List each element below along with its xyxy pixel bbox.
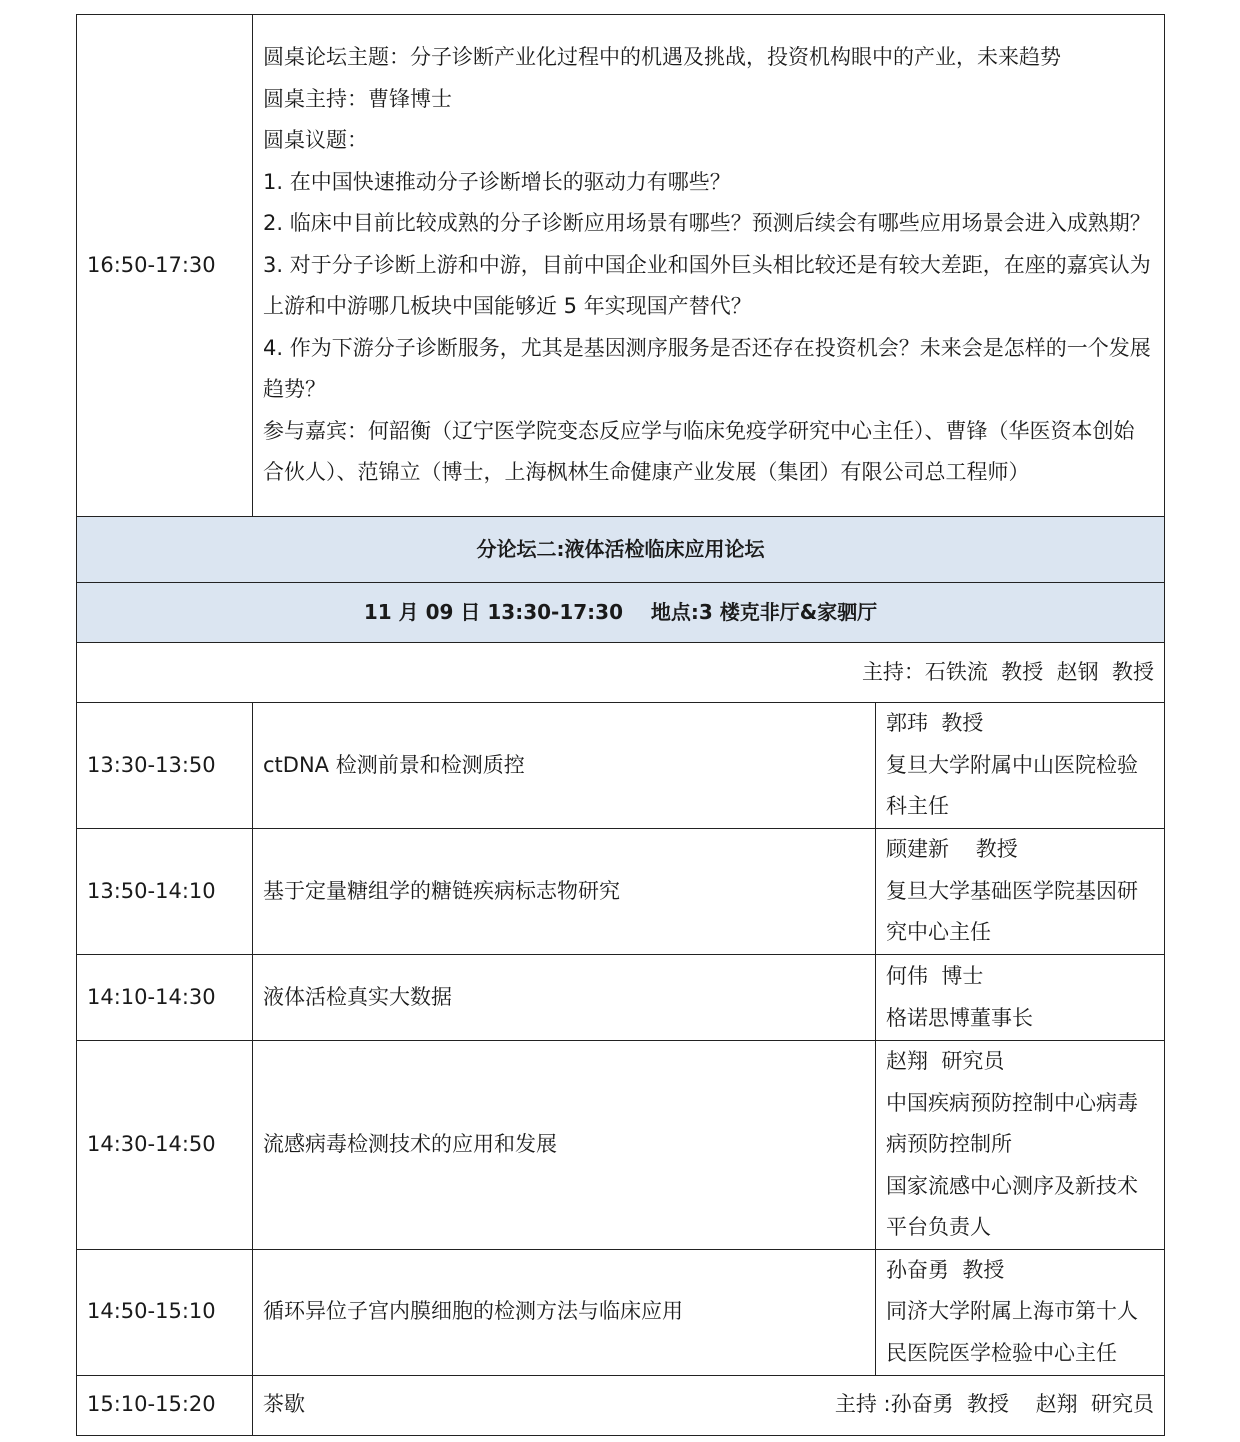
tea-break-time: 15:10-15:20: [77, 1375, 253, 1435]
speaker-affiliation: 同济大学附属上海市第十人民医院医学检验中心主任: [886, 1299, 1138, 1365]
roundtable-time: 16:50-17:30: [77, 15, 253, 517]
session-time: 13:50-14:10: [77, 829, 253, 955]
session-speaker: [876, 1249, 1165, 1375]
session-row: [77, 703, 1165, 829]
roundtable-topic-3: 3. 对于分子诊断上游和中游，目前中国企业和国外巨头相比较还是有较大差距，在座的嘉宾认为上游和中游哪几板块中国能够近 5 年实现国产替代？: [263, 252, 1151, 319]
session-topic: ctDNA 检测前景和检测质控: [253, 703, 876, 829]
session-row: [77, 829, 1165, 955]
tea-break-content: [253, 1375, 1165, 1435]
speaker-affiliation-2: 国家流感中心测序及新技术平台负责人: [886, 1173, 1138, 1239]
schedule-table: [76, 14, 1165, 1436]
session-topic: 液体活检真实大数据: [253, 955, 876, 1041]
roundtable-topic-4: 4. 作为下游分子诊断服务，尤其是基因测序服务是否还存在投资机会？未来会是怎样的一个发展趋势？: [263, 335, 1151, 402]
session-time: 13:30-13:50: [77, 703, 253, 829]
session-time: 14:50-15:10: [77, 1249, 253, 1375]
roundtable-content: [253, 15, 1165, 517]
roundtable-topic-1: 1. 在中国快速推动分子诊断增长的驱动力有哪些？: [263, 169, 731, 194]
tea-break-hosts: 主持 :孙奋勇 教授 赵翔 研究员: [834, 1392, 1154, 1417]
forum-hosts-row: [77, 643, 1165, 703]
forum-title-row: [77, 517, 1165, 583]
session-topic: 基于定量糖组学的糖链疾病标志物研究: [253, 829, 876, 955]
speaker-name: 顾建新 教授: [886, 837, 1018, 862]
session-time: 14:10-14:30: [77, 955, 253, 1041]
session-topic: 循环异位子宫内膜细胞的检测方法与临床应用: [253, 1249, 876, 1375]
roundtable-row: [77, 15, 1165, 517]
speaker-name: 孙奋勇 教授: [886, 1257, 1005, 1282]
roundtable-topics-heading: 圆桌议题：: [263, 128, 368, 153]
tea-break-label: 茶歇: [263, 1392, 305, 1417]
speaker-affiliation: 复旦大学附属中山医院检验科主任: [886, 752, 1138, 819]
session-speaker: [876, 703, 1165, 829]
roundtable-moderator: 圆桌主持：曹锋博士: [263, 86, 452, 111]
session-time: 14:30-14:50: [77, 1041, 253, 1250]
session-speaker: [876, 955, 1165, 1041]
session-row: [77, 1041, 1165, 1250]
speaker-name: 赵翔 研究员: [886, 1049, 1005, 1073]
forum-hosts: 主持：石铁流 教授 赵钢 教授: [77, 643, 1165, 703]
session-row: [77, 955, 1165, 1041]
forum-title: 分论坛二:液体活检临床应用论坛: [77, 517, 1165, 583]
forum-date-venue: 11 月 09 日 13:30-17:30 地点:3 楼克非厅&家驷厅: [77, 583, 1165, 643]
tea-break-row: [77, 1375, 1165, 1435]
speaker-name: 何伟 博士: [886, 964, 984, 988]
roundtable-guests: 参与嘉宾：何韶衡（辽宁医学院变态反应学与临床免疫学研究中心主任）、曹锋（华医资本创始合伙人）、范锦立（博士，上海枫林生命健康产业发展（集团）有限公司总工程师）: [263, 418, 1135, 485]
forum-date-row: [77, 583, 1165, 643]
session-topic: 流感病毒检测技术的应用和发展: [253, 1041, 876, 1250]
speaker-affiliation: 复旦大学基础医学院基因研究中心主任: [886, 878, 1138, 945]
speaker-affiliation: 格诺思博董事长: [886, 1005, 1033, 1030]
speaker-name: 郭玮 教授: [886, 711, 984, 736]
session-speaker: [876, 1041, 1165, 1250]
roundtable-topic-2: 2. 临床中目前比较成熟的分子诊断应用场景有哪些？预测后续会有哪些应用场景会进入成熟期？: [263, 211, 1151, 236]
session-speaker: [876, 829, 1165, 955]
speaker-affiliation: 中国疾病预防控制中心病毒病预防控制所: [886, 1090, 1138, 1156]
roundtable-theme: 圆桌论坛主题：分子诊断产业化过程中的机遇及挑战，投资机构眼中的产业，未来趋势: [263, 45, 1061, 70]
session-row: [77, 1249, 1165, 1375]
